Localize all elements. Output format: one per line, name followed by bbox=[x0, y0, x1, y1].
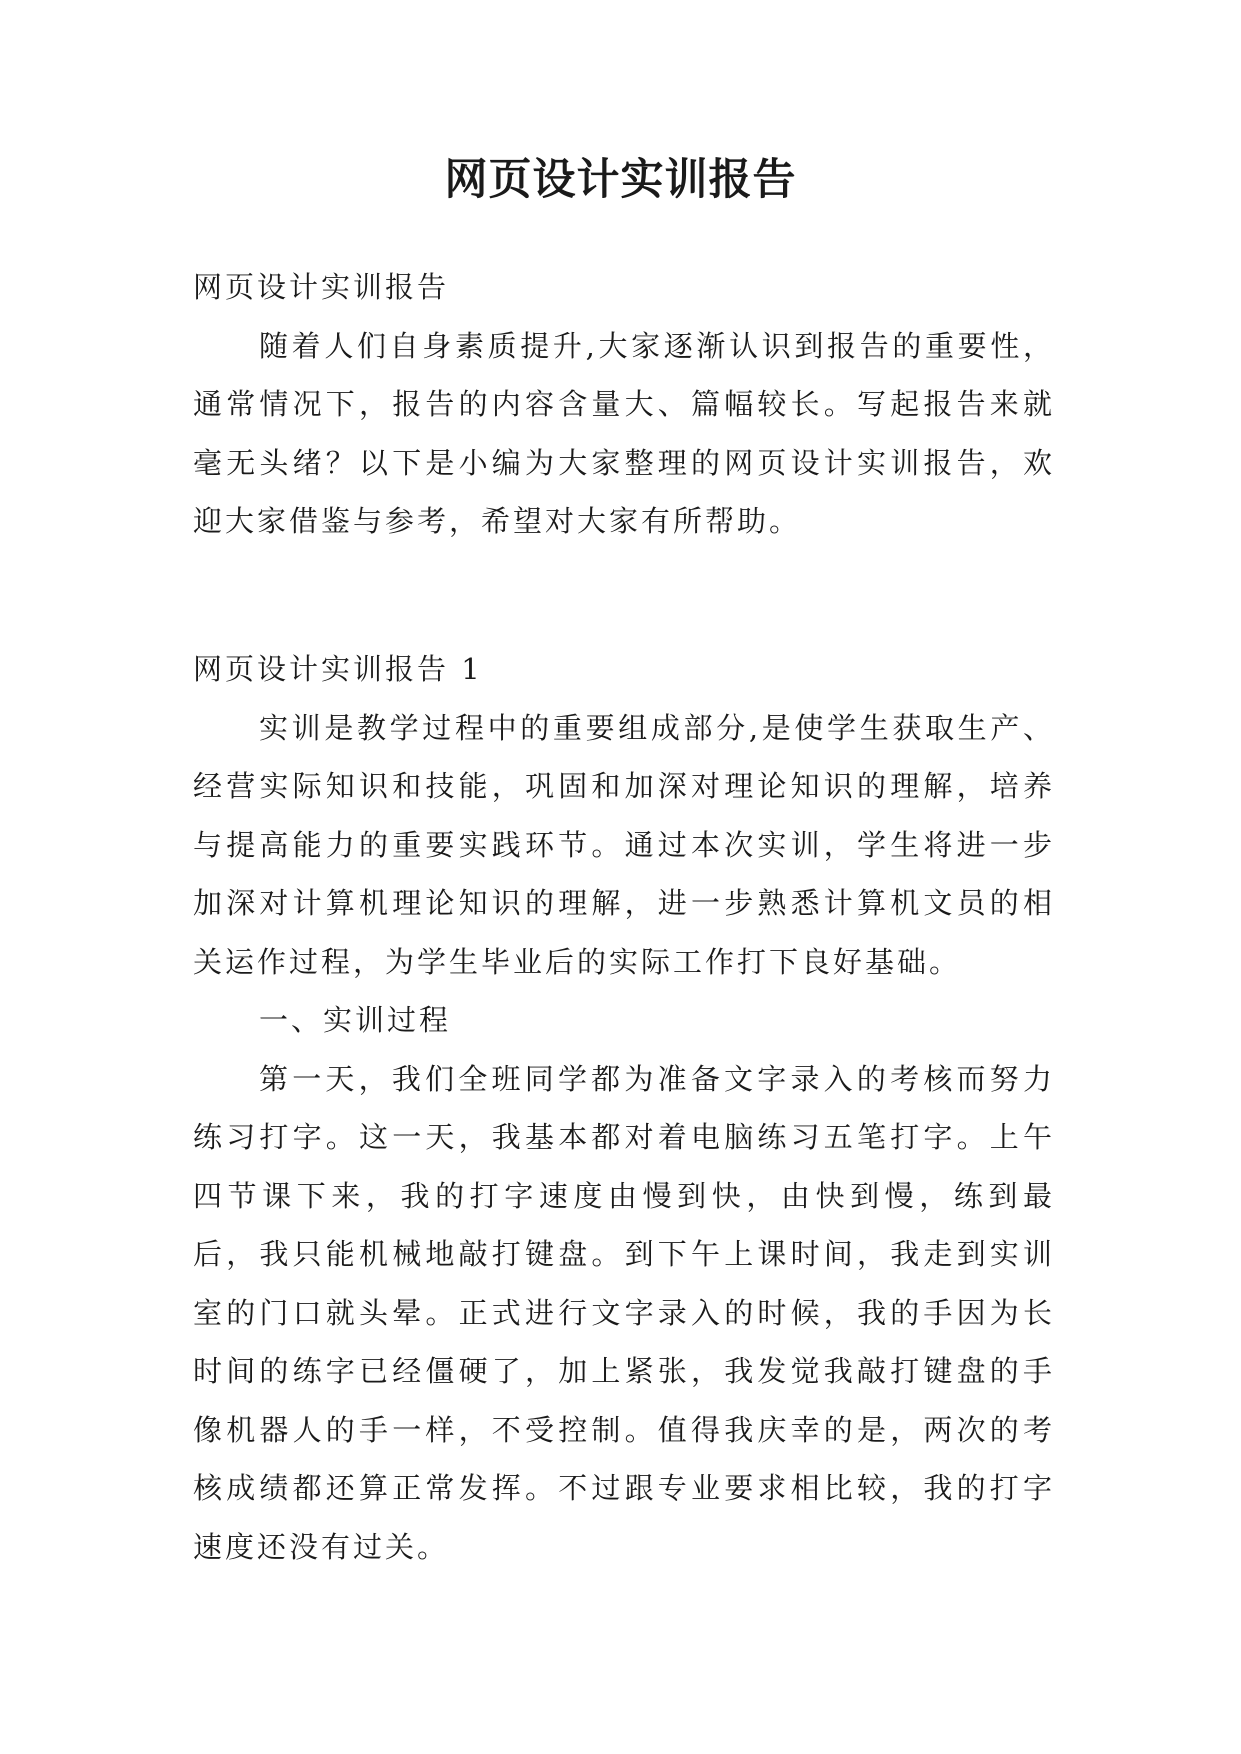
intro-heading: 网页设计实训报告 bbox=[193, 270, 450, 304]
section-heading: 网页设计实训报告 1 bbox=[193, 652, 483, 686]
intro-paragraph: 随着人们自身素质提升,大家逐渐认识到报告的重要性，通常情况下，报告的内容含量大、篇幅较长。写起报告来就毫无头绪？以下是小编为大家整理的网页设计实训报告，欢迎大家借鉴与参考，希望对大家有所帮助。 bbox=[193, 328, 1055, 538]
document-title: 网页设计实训报告 bbox=[444, 155, 797, 205]
section-1-block bbox=[193, 640, 1055, 1576]
section-paragraph-2: 第一天，我们全班同学都为准备文字录入的考核而努力练习打字。这一天，我基本都对着电脑练习五笔打字。上午四节课下来，我的打字速度由慢到快，由快到慢，练到最后，我只能机械地敲打键盘。到下午上课时间，我走到实训室的门口就头晕。正式进行文字录入的时候，我的手因为长时间的练字已经僵硬了，加上紧张，我发觉我敲打键盘的手像机器人的手一样，不受控制。值得我庆幸的是，两次的考核成绩都还算正常发挥。不过跟专业要求相比较，我的打字速度还没有过关。 bbox=[193, 1061, 1055, 1564]
intro-block bbox=[193, 258, 1055, 551]
section-paragraph-1: 实训是教学过程中的重要组成部分,是使学生获取生产、经营实际知识和技能，巩固和加深对理论知识的理解，培养与提高能力的重要实践环节。通过本次实训，学生将进一步加深对计算机理论知识的理解，进一步熟悉计算机文员的相关运作过程，为学生毕业后的实际工作打下良好基础。 bbox=[193, 710, 1055, 979]
subheading-training-process: 一、实训过程 bbox=[259, 1003, 452, 1037]
